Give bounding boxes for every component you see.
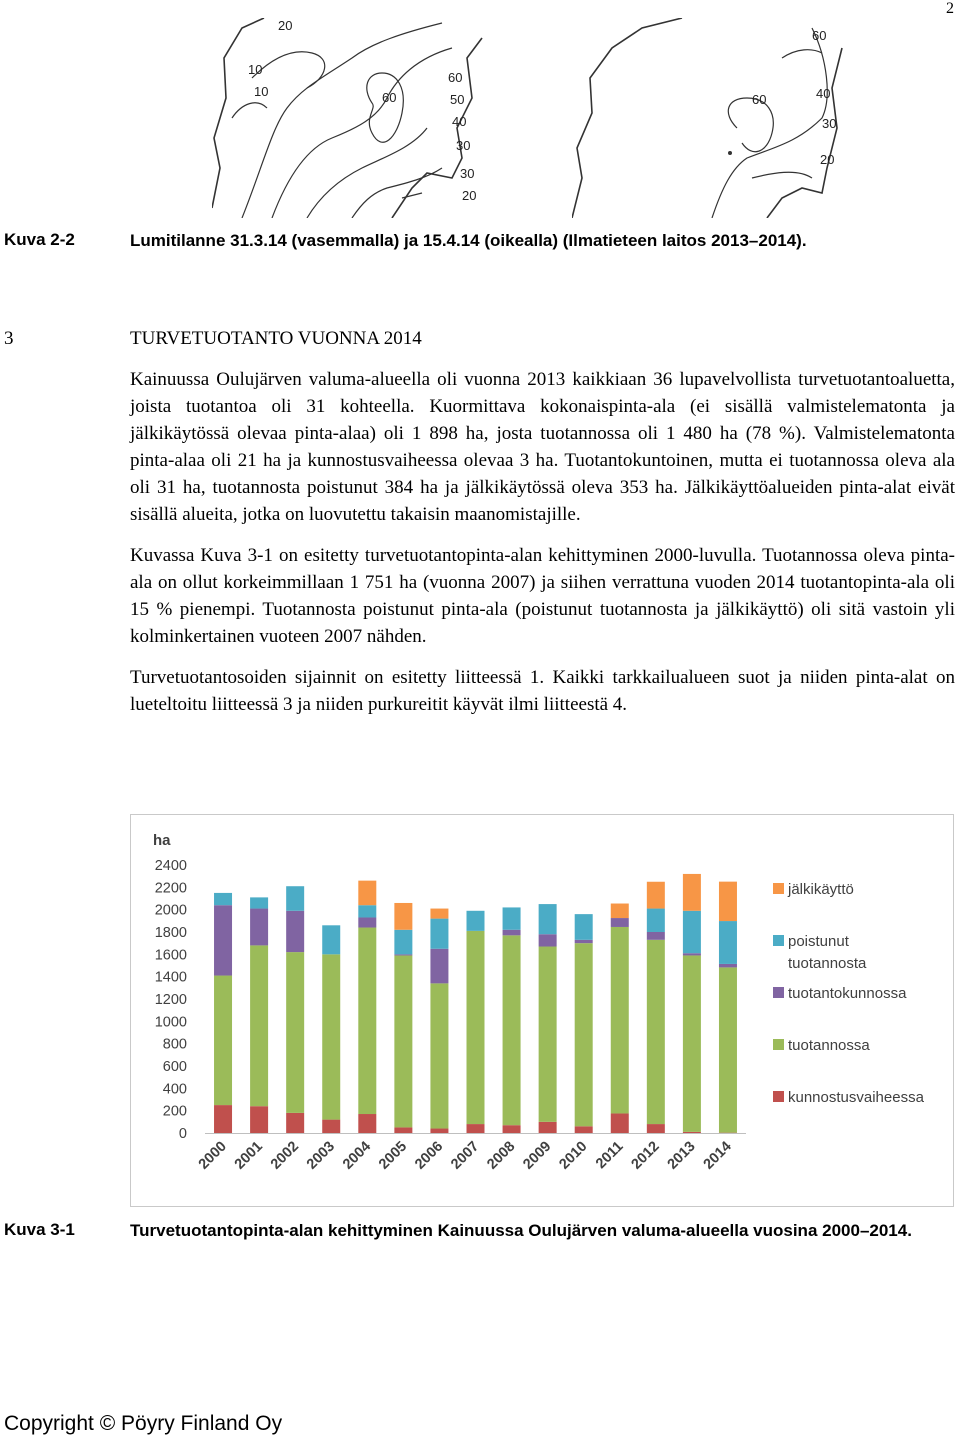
map-label: 60 bbox=[382, 90, 397, 105]
bar-segment bbox=[611, 904, 629, 919]
bar-segment bbox=[683, 955, 701, 1131]
legend-label: poistunut bbox=[788, 933, 849, 950]
x-tick-label: 2001 bbox=[231, 1138, 266, 1173]
bar-segment bbox=[647, 882, 665, 909]
x-tick-label: 2013 bbox=[664, 1138, 699, 1173]
legend-swatch bbox=[773, 1039, 784, 1050]
bar-segment bbox=[250, 1106, 268, 1133]
bar-segment bbox=[430, 909, 448, 919]
caption-label: Kuva 2-2 bbox=[4, 230, 75, 249]
stacked-bar-chart bbox=[131, 815, 953, 1206]
bar-segment bbox=[611, 927, 629, 1113]
map-label: 40 bbox=[816, 86, 831, 101]
bar-segment bbox=[286, 886, 304, 911]
bar-segment bbox=[430, 983, 448, 1128]
body-text bbox=[130, 366, 955, 732]
bar-segment bbox=[394, 955, 412, 1127]
y-tick-label: 600 bbox=[162, 1059, 187, 1075]
map-label: 60 bbox=[752, 92, 767, 107]
bar-segment bbox=[250, 909, 268, 946]
area-chart-frame bbox=[130, 814, 954, 1207]
bar-segment bbox=[358, 905, 376, 917]
map-label: 60 bbox=[812, 28, 827, 43]
bar-segment bbox=[611, 918, 629, 927]
bar-segment bbox=[250, 945, 268, 1106]
bar-segment bbox=[214, 893, 232, 905]
paragraph: Kuvassa Kuva 3-1 on esitetty turvetuotantopinta-alan kehittyminen 2000-luvulla. Tuotannossa oleva pinta-ala on ollut korkeimmillaan 1 751 ha (vuonna 2007) ja siihen verrattuna vuoden 2014 tuotantopinta-ala oli 15 % pienempi. Tuotannosta poistunut pinta-ala (poistunut tuotannosta ja jälkikäyttö) oli sitä vastoin yli kolminkertainen vuoteen 2007 nähden. bbox=[130, 545, 955, 647]
map-label: 20 bbox=[820, 152, 835, 167]
map-label: 10 bbox=[254, 84, 269, 99]
y-tick-label: 200 bbox=[162, 1103, 187, 1120]
map-label: 30 bbox=[456, 138, 471, 153]
bar-segment bbox=[430, 1129, 448, 1133]
bar-segment bbox=[286, 952, 304, 1113]
caption-text: Turvetuotantopinta-alan kehittyminen Kainuussa Oulujärven valuma-alueella vuosina 2000–2014. bbox=[130, 1221, 912, 1240]
bar-segment bbox=[647, 909, 665, 932]
map-label: 20 bbox=[278, 18, 293, 33]
legend-label: jälkikäyttö bbox=[788, 881, 854, 898]
paragraph: Turvetuotantosoiden sijainnit on esitetty liitteessä 1. Kaikki tarkkailualueen suot ja niiden pinta-alat on lueteltoitu liitteessä 3 ja niiden purkureitit käyvät ilmi liitteestä 4. bbox=[130, 667, 955, 715]
caption-text: Lumitilanne 31.3.14 (vasemmalla) ja 15.4.14 (oikealla) (Ilmatieteen laitos 2013–2014). bbox=[130, 231, 807, 250]
bar-segment bbox=[683, 1132, 701, 1133]
bar-segment bbox=[214, 905, 232, 975]
bar-segment bbox=[539, 1122, 557, 1133]
legend-label: tuotantokunnossa bbox=[788, 985, 907, 1002]
y-tick-label: 1800 bbox=[154, 925, 187, 941]
x-tick-label: 2014 bbox=[700, 1138, 735, 1173]
bar-segment bbox=[250, 897, 268, 908]
x-tick-label: 2002 bbox=[267, 1138, 302, 1173]
bar-segment bbox=[214, 976, 232, 1106]
bar-segment bbox=[503, 907, 521, 929]
bar-segment bbox=[539, 904, 557, 934]
x-tick-label: 2005 bbox=[376, 1138, 411, 1173]
y-tick-label: 400 bbox=[162, 1081, 187, 1098]
map-label: 10 bbox=[248, 62, 263, 77]
bar-segment bbox=[322, 954, 340, 1119]
bar-segment bbox=[683, 953, 701, 955]
bar-segment bbox=[467, 911, 485, 931]
bar-segment bbox=[286, 911, 304, 952]
x-tick-label: 2012 bbox=[628, 1138, 663, 1173]
x-tick-label: 2000 bbox=[195, 1138, 230, 1173]
bar-segment bbox=[358, 1114, 376, 1133]
map-label: 20 bbox=[462, 188, 477, 203]
legend-label: kunnostusvaiheessa bbox=[788, 1089, 924, 1106]
paragraph: Kainuussa Oulujärven valuma-alueella oli vuonna 2013 kaikkiaan 36 lupavelvollista turvetuotantoaluetta, joista tuotantoa oli 31 kohteella. Kuormittava kokonaispinta-ala (ei sisällä valmistelematonta ja jälkikäytössä olevaa pinta-alaa) oli 1 898 ha, josta tuotannossa oli 1 480 ha (78 %). Valmistelematonta pinta-alaa oli 21 ha ja kunnostusvaiheessa olevaa 3 ha. Tuotantokuntoinen, mutta ei tuotannossa oleva ala oli 31 ha, tuotannosta poistunut 384 ha ja jälkikäytössä oleva 353 ha. Jälkikäyttöalueiden pinta-alat eivät sisällä alueita, jotka on luovutettu takaisin maanomistajille. bbox=[130, 369, 955, 525]
bar-segment bbox=[611, 1113, 629, 1133]
bar-segment bbox=[575, 1126, 593, 1133]
bar-segment bbox=[503, 930, 521, 936]
bar-segment bbox=[358, 917, 376, 927]
bar-segment bbox=[539, 947, 557, 1122]
bar-segment bbox=[322, 925, 340, 954]
bar-segment bbox=[358, 928, 376, 1114]
bar-segment bbox=[647, 932, 665, 940]
bar-segment bbox=[503, 1125, 521, 1133]
y-tick-label: 2400 bbox=[154, 858, 187, 874]
snow-map-left-graphic bbox=[212, 18, 492, 218]
bar-segment bbox=[647, 1124, 665, 1133]
snow-map-left bbox=[212, 18, 492, 218]
legend-swatch bbox=[773, 987, 784, 998]
y-tick-label: 1200 bbox=[154, 992, 187, 1008]
bar-segment bbox=[358, 881, 376, 906]
bar-segment bbox=[575, 943, 593, 1126]
bar-segment bbox=[539, 934, 557, 946]
bar-segment bbox=[394, 1127, 412, 1133]
x-tick-label: 2009 bbox=[520, 1138, 555, 1173]
x-tick-label: 2010 bbox=[556, 1138, 591, 1173]
map-label: 30 bbox=[460, 166, 475, 181]
legend-label: tuotannossa bbox=[788, 1037, 870, 1054]
y-tick-label: 1600 bbox=[154, 947, 187, 964]
snow-maps bbox=[212, 18, 852, 218]
x-tick-label: 2004 bbox=[339, 1138, 375, 1173]
y-tick-label: 800 bbox=[162, 1036, 187, 1053]
legend-swatch bbox=[773, 935, 784, 946]
y-tick-label: 1000 bbox=[154, 1014, 187, 1031]
bar-segment bbox=[503, 935, 521, 1125]
bar-segment bbox=[647, 940, 665, 1124]
bar-segment bbox=[719, 967, 737, 1132]
bar-segment bbox=[467, 1124, 485, 1133]
section-number: 3 bbox=[4, 328, 14, 349]
y-tick-label: 2000 bbox=[154, 902, 187, 919]
y-tick-label: 2200 bbox=[154, 880, 187, 897]
bar-segment bbox=[575, 914, 593, 940]
legend-swatch bbox=[773, 883, 784, 894]
bar-segment bbox=[322, 1120, 340, 1133]
y-tick-label: 0 bbox=[178, 1126, 187, 1142]
bar-segment bbox=[430, 919, 448, 949]
bar-segment bbox=[394, 930, 412, 955]
bar-segment bbox=[719, 964, 737, 967]
bar-segment bbox=[286, 1113, 304, 1133]
bar-segment bbox=[719, 882, 737, 921]
bar-segment bbox=[575, 940, 593, 943]
copyright-footer: Copyright © Pöyry Finland Oy bbox=[4, 1412, 283, 1435]
bar-segment bbox=[430, 949, 448, 984]
map-label: 30 bbox=[822, 116, 837, 131]
map-label: 50 bbox=[450, 92, 465, 107]
legend-label: tuotannosta bbox=[788, 955, 867, 972]
snow-map-right bbox=[572, 18, 852, 218]
section-title: TURVETUOTANTO VUONNA 2014 bbox=[130, 328, 422, 349]
bar-segment bbox=[214, 1105, 232, 1133]
legend-swatch bbox=[773, 1091, 784, 1102]
map-label: 60 bbox=[448, 70, 463, 85]
bar-segment bbox=[394, 954, 412, 955]
page-number: 2 bbox=[946, 0, 954, 17]
bar-segment bbox=[467, 931, 485, 1124]
map-label: 40 bbox=[452, 114, 467, 129]
x-tick-label: 2006 bbox=[412, 1138, 447, 1173]
bar-segment bbox=[719, 921, 737, 964]
bar-segment bbox=[683, 874, 701, 911]
y-tick-label: 1400 bbox=[154, 969, 187, 986]
x-tick-label: 2007 bbox=[448, 1138, 483, 1173]
bar-segment bbox=[683, 911, 701, 953]
x-tick-label: 2008 bbox=[484, 1138, 519, 1173]
x-tick-label: 2011 bbox=[593, 1138, 627, 1173]
y-axis-label: ha bbox=[153, 832, 171, 849]
caption-label: Kuva 3-1 bbox=[4, 1220, 75, 1239]
bar-segment bbox=[394, 903, 412, 930]
x-tick-label: 2003 bbox=[303, 1138, 339, 1173]
snow-map-right-graphic bbox=[572, 18, 852, 218]
